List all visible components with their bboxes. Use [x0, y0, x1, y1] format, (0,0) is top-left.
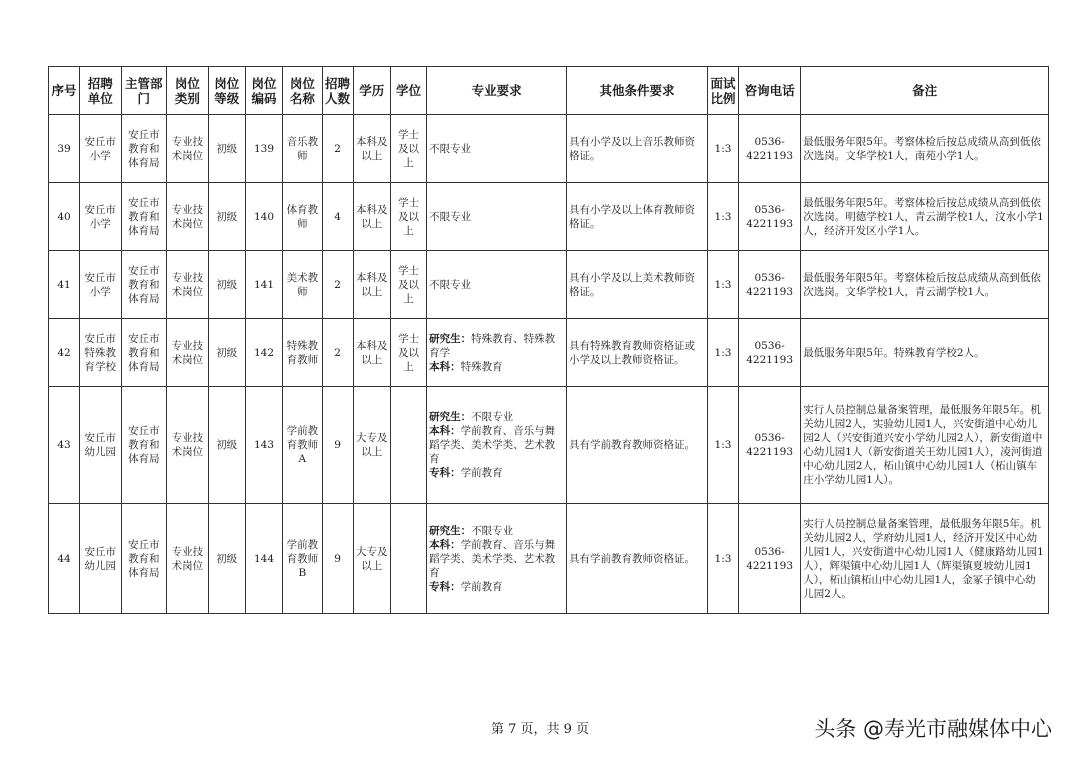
cell-count: 9: [322, 387, 353, 504]
cell-name: 特殊教育教师: [283, 319, 322, 387]
header-count: 招聘人数: [322, 67, 353, 115]
cell-type: 专业技术岗位: [167, 115, 208, 183]
header-unit: 招聘单位: [80, 67, 121, 115]
header-ratio: 面试比例: [707, 67, 738, 115]
cell-level: 初级: [208, 183, 245, 251]
cell-seq: 44: [49, 504, 80, 614]
major-text: 学前教育、音乐与舞蹈学类、美术学类、艺术教育: [429, 425, 556, 465]
cell-seq: 41: [49, 251, 80, 319]
cell-edu: 本科及以上: [353, 183, 390, 251]
cell-other: 具有学前教育教师资格证。: [567, 387, 708, 504]
cell-ratio: 1:3: [707, 251, 738, 319]
cell-count: 4: [322, 183, 353, 251]
cell-degree: 学士及以上: [390, 115, 426, 183]
cell-code: 139: [245, 115, 282, 183]
cell-ratio: 1:3: [707, 115, 738, 183]
cell-major: [427, 504, 567, 614]
cell-name: 音乐教师: [283, 115, 322, 183]
cell-edu: 大专及以上: [353, 504, 390, 614]
cell-edu: 本科及以上: [353, 251, 390, 319]
cell-other: 具有学前教育教师资格证。: [567, 504, 708, 614]
table-row: [49, 183, 1049, 251]
cell-level: 初级: [208, 387, 245, 504]
header-remark: 备注: [801, 67, 1049, 115]
header-edu: 学历: [353, 67, 390, 115]
cell-other: 具有小学及以上音乐教师资格证。: [567, 115, 708, 183]
major-label: 本科：: [429, 425, 461, 437]
cell-name: 学前教育教师B: [283, 504, 322, 614]
cell-level: 初级: [208, 319, 245, 387]
cell-remark: 最低服务年限5年。考察体检后按总成绩从高到低依次选岗。明德学校1人，青云湖学校1人，汶水小学1人，经济开发区小学1人。: [801, 183, 1049, 251]
major-text: 特殊教育: [460, 360, 503, 373]
cell-unit: 安丘市特殊教育学校: [80, 319, 121, 387]
cell-ratio: 1:3: [707, 319, 738, 387]
cell-type: 专业技术岗位: [167, 504, 208, 614]
table-row: [49, 251, 1049, 319]
cell-major: 不限专业: [427, 251, 567, 319]
table-row: [49, 319, 1049, 387]
cell-edu: 大专及以上: [353, 387, 390, 504]
major-text: 不限专业: [471, 524, 514, 537]
major-label: 研究生：: [429, 524, 472, 537]
cell-ratio: 1:3: [707, 504, 738, 614]
cell-count: 9: [322, 504, 353, 614]
cell-remark: 最低服务年限5年。考察体检后按总成绩从高到低依次选岗。文华学校1人，青云湖学校1人。: [801, 251, 1049, 319]
cell-code: 141: [245, 251, 282, 319]
cell-seq: 39: [49, 115, 80, 183]
cell-remark: 实行人员控制总量备案管理，最低服务年限5年。机关幼儿园2人，实验幼儿园1人，兴安街道中心幼儿园2人（兴安街道兴安小学幼儿园2人），新安街道中心幼儿园1人（新安街道关王幼儿园1人），凌河街道中心幼儿园2人，柘山镇中心幼儿园1人（柘山镇车庄小学幼儿园1人）。: [801, 387, 1049, 504]
cell-remark: 实行人员控制总量备案管理，最低服务年限5年。机关幼儿园2人，学府幼儿园1人，经济开发区中心幼儿园1人，兴安街道中心幼儿园1人（健康路幼儿园1人），辉渠镇中心幼儿园1人（辉渠镇夏坡幼儿园1人），柘山镇柘山中心幼儿园1人，金冢子镇中心幼儿园2人。: [801, 504, 1049, 614]
cell-dept: 安丘市教育和体育局: [121, 387, 167, 504]
major-label: 专科：: [429, 467, 461, 479]
cell-seq: 40: [49, 183, 80, 251]
major-text: 学前教育、音乐与舞蹈学类、美术学类、艺术教育: [429, 538, 556, 579]
major-text: 特殊教育、特殊教育学: [429, 332, 556, 359]
major-text: 学前教育: [460, 580, 503, 593]
cell-remark: 最低服务年限5年。特殊教育学校2人。: [801, 319, 1049, 387]
major-label: 本科：: [429, 538, 461, 551]
cell-edu: 本科及以上: [353, 319, 390, 387]
cell-level: 初级: [208, 504, 245, 614]
header-level: 岗位等级: [208, 67, 245, 115]
cell-phone: 0536-4221193: [739, 251, 801, 319]
cell-major: 不限专业: [427, 115, 567, 183]
cell-phone: 0536-4221193: [739, 319, 801, 387]
cell-count: 2: [322, 319, 353, 387]
table-row: [49, 387, 1049, 504]
cell-phone: 0536-4221193: [739, 115, 801, 183]
header-type: 岗位类别: [167, 67, 208, 115]
cell-other: 具有小学及以上美术教师资格证。: [567, 251, 708, 319]
recruitment-table: [48, 66, 1049, 614]
table-row: [49, 115, 1049, 183]
cell-seq: 42: [49, 319, 80, 387]
cell-other: 具有小学及以上体育教师资格证。: [567, 183, 708, 251]
major-label: 研究生：: [429, 332, 472, 345]
cell-degree: [390, 504, 426, 614]
cell-phone: 0536-4221193: [739, 504, 801, 614]
page-footer: 第 7 页，共 9 页: [490, 722, 590, 737]
cell-degree: 学士及以上: [390, 251, 426, 319]
cell-dept: 安丘市教育和体育局: [121, 504, 167, 614]
cell-code: 144: [245, 504, 282, 614]
cell-code: 142: [245, 319, 282, 387]
cell-code: 140: [245, 183, 282, 251]
cell-type: 专业技术岗位: [167, 319, 208, 387]
cell-phone: 0536-4221193: [739, 387, 801, 504]
header-name: 岗位名称: [283, 67, 322, 115]
cell-unit: 安丘市小学: [80, 251, 121, 319]
major-label: 本科：: [429, 360, 461, 373]
cell-level: 初级: [208, 251, 245, 319]
cell-other: 具有特殊教育教师资格证或小学及以上教师资格证。: [567, 319, 708, 387]
cell-phone: 0536-4221193: [739, 183, 801, 251]
header-other: 其他条件要求: [567, 67, 708, 115]
cell-type: 专业技术岗位: [167, 183, 208, 251]
cell-name: 体育教师: [283, 183, 322, 251]
cell-code: 143: [245, 387, 282, 504]
cell-count: 2: [322, 115, 353, 183]
cell-seq: 43: [49, 387, 80, 504]
cell-major: [427, 387, 567, 504]
cell-unit: 安丘市小学: [80, 115, 121, 183]
cell-dept: 安丘市教育和体育局: [121, 319, 167, 387]
major-text: 学前教育: [460, 467, 503, 479]
cell-remark: 最低服务年限5年。考察体检后按总成绩从高到低依次选岗。文华学校1人，南苑小学1人。: [801, 115, 1049, 183]
cell-unit: 安丘市幼儿园: [80, 387, 121, 504]
header-degree: 学位: [390, 67, 426, 115]
header-phone: 咨询电话: [739, 67, 801, 115]
table-header-row: [49, 67, 1049, 115]
cell-major: 不限专业: [427, 183, 567, 251]
table-row: [49, 504, 1049, 614]
cell-edu: 本科及以上: [353, 115, 390, 183]
cell-major: [427, 319, 567, 387]
cell-ratio: 1:3: [707, 387, 738, 504]
cell-degree: [390, 387, 426, 504]
cell-name: 学前教育教师A: [283, 387, 322, 504]
watermark: 头条 @寿光市融媒体中心: [814, 717, 1052, 741]
cell-name: 美术教师: [283, 251, 322, 319]
major-label: 专科：: [429, 580, 461, 593]
cell-type: 专业技术岗位: [167, 387, 208, 504]
major-text: 不限专业: [471, 411, 514, 423]
cell-count: 2: [322, 251, 353, 319]
cell-level: 初级: [208, 115, 245, 183]
cell-type: 专业技术岗位: [167, 251, 208, 319]
cell-unit: 安丘市幼儿园: [80, 504, 121, 614]
header-major: 专业要求: [427, 67, 567, 115]
major-label: 研究生：: [429, 411, 472, 423]
cell-dept: 安丘市教育和体育局: [121, 115, 167, 183]
cell-ratio: 1:3: [707, 183, 738, 251]
cell-dept: 安丘市教育和体育局: [121, 183, 167, 251]
cell-unit: 安丘市小学: [80, 183, 121, 251]
cell-degree: 学士及以上: [390, 319, 426, 387]
header-seq: 序号: [49, 67, 80, 115]
header-dept: 主管部门: [121, 67, 167, 115]
header-code: 岗位编码: [245, 67, 282, 115]
cell-degree: 学士及以上: [390, 183, 426, 251]
cell-dept: 安丘市教育和体育局: [121, 251, 167, 319]
